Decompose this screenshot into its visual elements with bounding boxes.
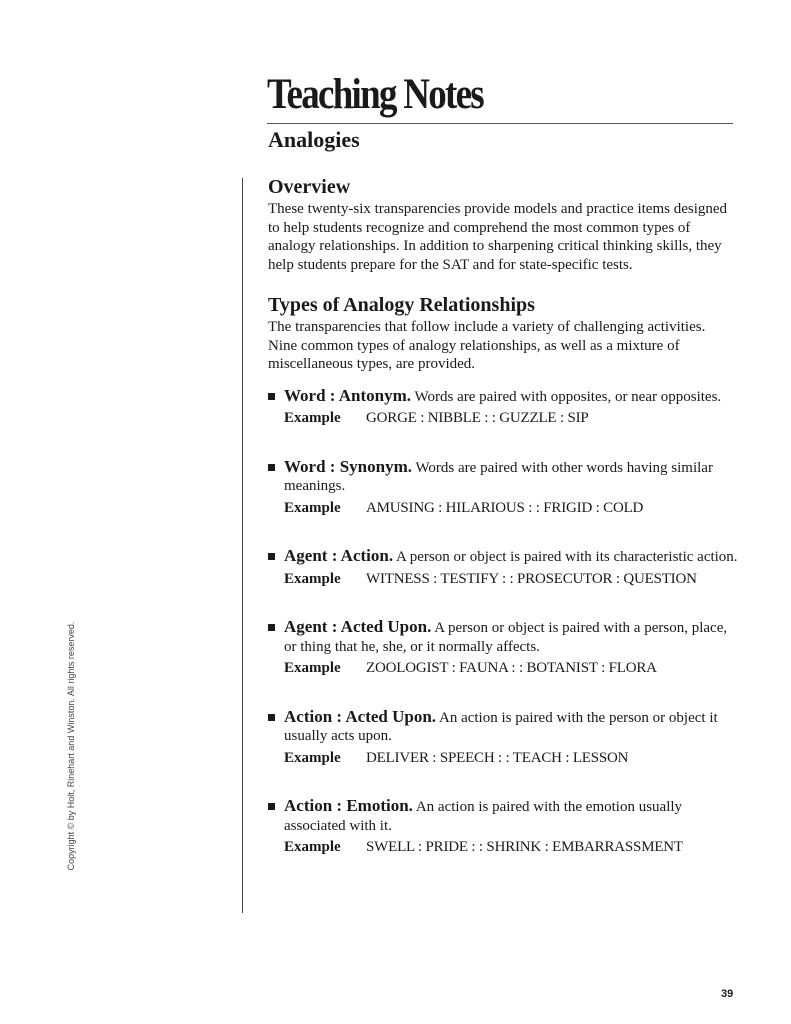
example-text: AMUSING : HILARIOUS : : FRIGID : COLD <box>366 499 644 516</box>
example-text: GORGE : NIBBLE : : GUZZLE : SIP <box>366 410 589 426</box>
type-description: An action is paired with the person or object it usually acts upon. <box>284 709 718 744</box>
bullet-icon <box>268 803 275 810</box>
example-label: Example <box>284 839 341 855</box>
main-content <box>268 174 738 887</box>
type-name: Agent : Acted Upon. <box>284 617 432 636</box>
type-name: Agent : Action. <box>284 546 394 565</box>
bullet-icon <box>268 714 275 721</box>
example-row <box>284 659 738 678</box>
types-heading: Types of Analogy Relationships <box>268 294 535 316</box>
example-row <box>284 499 738 518</box>
copyright-notice: Copyright © by Holt, Rinehart and Winston. All rights reserved. <box>66 621 76 871</box>
page-number: 39 <box>721 988 734 1000</box>
bullet-icon <box>268 624 275 631</box>
list-item <box>268 458 738 518</box>
list-item <box>268 708 738 768</box>
example-label: Example <box>284 410 341 426</box>
bullet-icon <box>268 393 275 400</box>
overview-heading: Overview <box>268 176 351 198</box>
type-name: Action : Acted Upon. <box>284 706 437 726</box>
overview-text: These twenty-six transparencies provide models and practice items designed to help students recognize and comprehend the most common types of analogy relationships. In addition to sharpening critical thinking skills, they help students prepare for the SAT and for state-specific tests. <box>268 201 728 273</box>
list-item <box>268 547 738 588</box>
type-name: Action : Emotion. <box>284 796 413 815</box>
example-text: DELIVER : SPEECH : : TEACH : LESSON <box>366 749 629 766</box>
type-description: A person or object is paired with a person, place, or thing that he, she, or it normally affects. <box>284 620 728 655</box>
bullet-icon <box>268 553 275 560</box>
example-text: SWELL : PRIDE : : SHRINK : EMBARRASSMENT <box>366 839 683 855</box>
bullet-icon <box>268 464 275 471</box>
example-label: Example <box>284 499 341 516</box>
page-title: Teaching Notes <box>267 71 483 118</box>
example-label: Example <box>284 749 341 766</box>
example-label: Example <box>284 570 341 587</box>
example-text: WITNESS : TESTIFY : : PROSECUTOR : QUESTION <box>366 570 697 587</box>
list-item <box>268 618 738 678</box>
example-row <box>284 749 738 768</box>
title-divider <box>267 123 733 124</box>
example-row <box>284 409 738 428</box>
types-intro: The transparencies that follow include a variety of challenging activities. Nine common types of analogy relationships, as well as a mixture of miscellaneous types, are provided. <box>268 319 706 372</box>
type-name: Word : Antonym. <box>284 385 412 405</box>
types-section <box>268 292 738 857</box>
list-item <box>268 387 738 428</box>
type-name: Word : Synonym. <box>284 456 412 476</box>
type-description: Words are paired with other words having similar meanings. <box>284 459 713 494</box>
analogy-type-list <box>268 387 738 857</box>
list-item <box>268 797 738 857</box>
type-description: An action is paired with the emotion usually associated with it. <box>284 799 683 834</box>
type-description: Words are paired with opposites, or near opposites. <box>411 388 722 405</box>
margin-rule <box>242 178 243 913</box>
example-label: Example <box>284 660 341 676</box>
page-subtitle: Analogies <box>268 127 360 152</box>
example-row <box>284 838 738 857</box>
type-description: A person or object is paired with its characteristic action. <box>393 549 738 565</box>
example-row <box>284 570 738 589</box>
overview-section <box>268 174 738 274</box>
example-text: ZOOLOGIST : FAUNA : : BOTANIST : FLORA <box>366 660 657 676</box>
